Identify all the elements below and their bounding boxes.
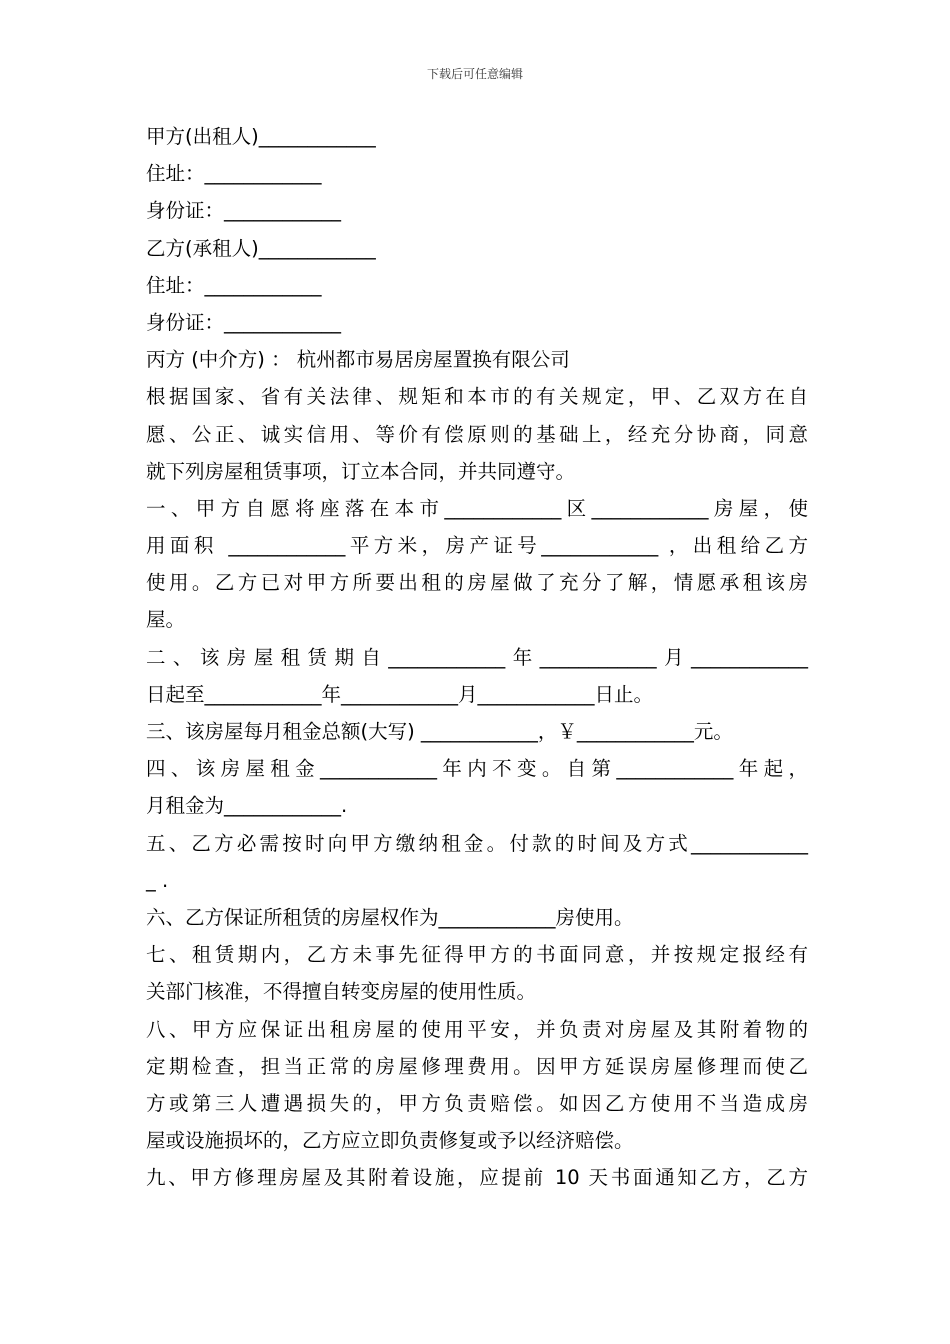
preamble-line: 就下列房屋租赁事项，订立本合同，并共同遵守。	[146, 459, 576, 483]
clause-8-line: 八、甲方应保证出租房屋的使用平安，并负责对房屋及其附着物的	[146, 1017, 808, 1041]
preamble-line: 根据国家、省有关法律、规矩和本市的有关规定，甲、乙双方在自	[146, 385, 808, 409]
preamble-line: 愿、公正、诚实信用、等价有偿原则的基础上，经充分协商，同意	[146, 422, 808, 446]
clause-7-line: 关部门核准，不得擅自转变房屋的使用性质。	[146, 980, 537, 1004]
party-c-line: 丙方 (中介方) ： 杭州都市易居房屋置换有限公司	[146, 348, 570, 372]
page-header-note: 下载后可任意编辑	[426, 67, 523, 81]
party-b-address-line: 住址：____________	[146, 273, 322, 297]
clause-2-line: 日起至____________年____________月____________日止。	[146, 682, 654, 706]
clause-8-line: 定期检查，担当正常的房屋修理费用。因甲方延误房屋修理而使乙	[146, 1054, 808, 1078]
clause-3-line: 三、该房屋每月租金总额(大写) ____________，￥____________元。	[146, 720, 733, 743]
clause-1-line: 用面积 ____________平方米，房产证号____________ ，出租给乙方	[146, 534, 808, 558]
clause-8-line: 屋或设施损坏的，乙方应立即负责修复或予以经济赔偿。	[146, 1129, 634, 1153]
clause-7-line: 七、租赁期内，乙方未事先征得甲方的书面同意，并按规定报经有	[146, 943, 808, 967]
clause-6-line: 六、乙方保证所租赁的房屋权作为____________房使用。	[146, 905, 634, 929]
party-a-address-line: 住址：____________	[146, 162, 322, 186]
clause-1-line: 屋。	[146, 608, 186, 632]
clause-2-line: 二、该房屋租赁期自____________年____________月____________	[146, 645, 808, 669]
party-b-line: 乙方(承租人)____________	[146, 236, 376, 260]
clause-4-line: 四、该房屋租金____________年内不变。自第____________年起，	[146, 757, 808, 781]
clause-4-line: 月租金为____________.	[146, 794, 348, 818]
clause-1-line: 一、甲方自愿将座落在本市____________区____________房屋，使	[146, 496, 808, 520]
clause-5-line: 五、乙方必需按时向甲方缴纳租金。付款的时间及方式____________	[146, 831, 808, 855]
party-a-id-line: 身份证：____________	[146, 199, 342, 223]
party-a-line: 甲方(出租人)____________	[146, 125, 376, 148]
clause-9-line: 九、甲方修理房屋及其附着设施，应提前 10 天书面通知乙方，乙方	[146, 1166, 808, 1190]
clause-1-line: 使用。乙方已对甲方所要出租的房屋做了充分了解，情愿承租该房	[146, 571, 808, 595]
party-b-id-line: 身份证：____________	[146, 310, 342, 334]
contract-body	[146, 118, 808, 1196]
clause-8-line: 方或第三人遭遇损失的，甲方负责赔偿。如因乙方使用不当造成房	[146, 1091, 808, 1115]
clause-5-line: _ .	[146, 868, 169, 892]
